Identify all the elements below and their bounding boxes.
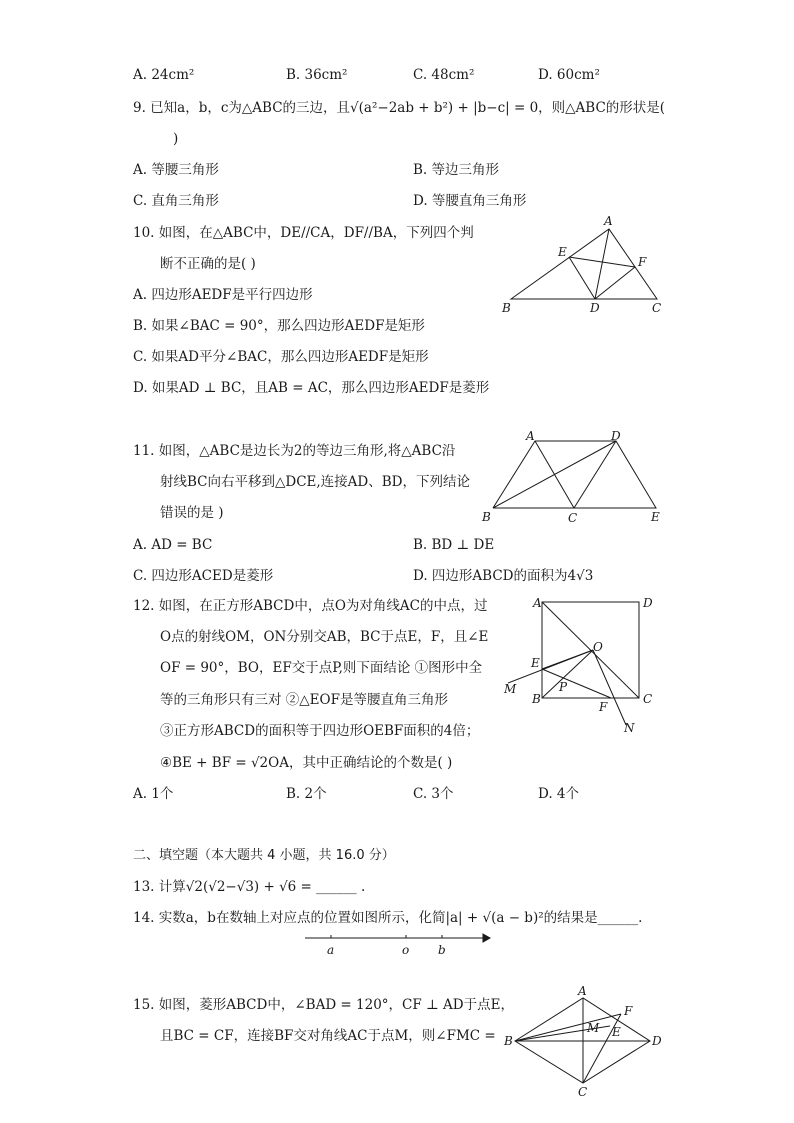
q9-stem-line2: ) xyxy=(173,131,179,147)
q8-option-a: A. 24cm² xyxy=(133,67,195,83)
q14-stem: 14. 实数a，b在数轴上对应点的位置如图所示，化简|a| + √(a − b)²的结果是______. xyxy=(133,910,643,926)
q15-label-a: A xyxy=(578,984,587,998)
q11-stem-line2: 射线BC向右平移到△DCE,连接AD、BD，下列结论 xyxy=(160,474,470,490)
q10-stem-line2: 断不正确的是( ) xyxy=(160,256,256,272)
q15-label-b: B xyxy=(504,1034,513,1048)
q9-option-a: A. 等腰三角形 xyxy=(133,162,219,178)
q8-option-d: D. 60cm² xyxy=(538,67,600,83)
q11-option-b: B. BD ⊥ DE xyxy=(413,537,495,553)
q11-option-a: A. AD = BC xyxy=(133,537,213,553)
q12-label-m: M xyxy=(504,682,517,696)
q12-segment-eo xyxy=(542,650,593,669)
q11-outline xyxy=(493,441,656,508)
q12-option-b: B. 2个 xyxy=(286,786,327,802)
q15-stem-line1: 15. 如图，菱形ABCD中，∠BAD = 120°，CF ⊥ AD于点E， xyxy=(133,997,514,1013)
q9-option-b: B. 等边三角形 xyxy=(413,162,500,178)
q12-diagonal-ac xyxy=(542,602,639,698)
q10-triangle-figure xyxy=(495,212,675,318)
q15-rhombus-figure xyxy=(498,984,668,1099)
q12-segment-ef xyxy=(542,669,611,698)
q12-option-a: A. 1个 xyxy=(133,786,174,802)
q15-label-c: C xyxy=(578,1085,588,1099)
q11-option-c: C. 四边形ACED是菱形 xyxy=(133,568,274,584)
q12-label-o: O xyxy=(593,640,603,654)
q15-label-d: D xyxy=(652,1034,662,1048)
q12-stem-line3: OF = 90°，BO，EF交于点P,则下面结论 ①图形中全 xyxy=(160,660,483,676)
q11-label-a: A xyxy=(526,429,535,443)
q12-stem-line6: ④BE + BF = √2OA，其中正确结论的个数是( ) xyxy=(160,755,453,771)
q10-stem-line1: 10. 如图，在△ABC中，DE//CA，DF//BA，下列四个判 xyxy=(133,225,474,241)
q12-stem-line5: ③正方形ABCD的面积等于四边形OEBF面积的4倍； xyxy=(160,723,480,739)
q12-stem-line1: 12. 如图，在正方形ABCD中，点O为对角线AC的中点，过 xyxy=(133,598,488,614)
q12-ray-on xyxy=(593,650,626,725)
q11-label-b: B xyxy=(482,510,491,524)
q11-label-d: D xyxy=(611,429,621,443)
q9-option-c: C. 直角三角形 xyxy=(133,193,219,209)
q14-label-b: b xyxy=(438,943,446,957)
q12-stem-line2: O点的射线OM，ON分别交AB，BC于点E，F，且∠E xyxy=(160,629,489,645)
q11-segment-bd xyxy=(493,441,616,508)
q12-label-d: D xyxy=(643,596,653,610)
q14-number-line xyxy=(300,928,495,958)
q14-axis-arrow xyxy=(483,934,490,942)
q12-segment-bo xyxy=(542,650,593,698)
q12-label-e: E xyxy=(531,656,540,670)
q14-label-o: o xyxy=(402,943,410,957)
q10-label-f: F xyxy=(638,255,647,269)
q10-segment-df xyxy=(595,267,635,299)
q15-label-e: E xyxy=(612,1025,621,1039)
q11-label-c: C xyxy=(568,511,578,525)
q11-stem-line1: 11. 如图，△ABC是边长为2的等边三角形,将△ABC沿 xyxy=(133,443,456,459)
q10-option-c: C. 如果AD平分∠BAC，那么四边形AEDF是矩形 xyxy=(133,349,429,365)
q8-option-c: C. 48cm² xyxy=(413,67,475,83)
q8-option-b: B. 36cm² xyxy=(286,67,348,83)
q12-label-f: F xyxy=(599,700,608,714)
q12-label-n: N xyxy=(624,721,635,735)
q15-label-m: M xyxy=(587,1021,600,1035)
q15-label-f: F xyxy=(624,1004,633,1018)
q10-option-a: A. 四边形AEDF是平行四边形 xyxy=(133,287,313,303)
q12-square-figure xyxy=(498,590,663,740)
q14-label-a: a xyxy=(327,943,335,957)
q10-label-e: E xyxy=(558,245,567,259)
q13-stem: 13. 计算√2(√2−√3) + √6 = ______ . xyxy=(133,879,366,895)
q12-label-p: P xyxy=(559,680,568,694)
q11-label-e: E xyxy=(651,510,660,524)
q10-segment-ed xyxy=(569,257,595,299)
q11-segment-dc xyxy=(574,441,616,508)
q12-label-a: A xyxy=(533,596,542,610)
q12-label-c: C xyxy=(643,692,653,706)
q12-option-c: C. 3个 xyxy=(413,786,454,802)
q15-stem-line2: 且BC = CF，连接BF交对角线AC于点M，则∠FMC = xyxy=(160,1028,496,1044)
q10-label-b: B xyxy=(502,301,511,315)
q15-segment-bf xyxy=(515,1014,621,1041)
q12-stem-line4: 等的三角形只有三对 ②△EOF是等腰直角三角形 xyxy=(160,692,448,708)
section2-title: 二、填空题（本大题共 4 小题，共 16.0 分） xyxy=(133,848,395,863)
q10-segment-ad xyxy=(595,229,609,299)
q10-triangle-abc xyxy=(511,229,657,299)
q12-label-b: B xyxy=(532,692,541,706)
q10-option-b: B. 如果∠BAC = 90°，那么四边形AEDF是矩形 xyxy=(133,318,425,334)
q11-option-d: D. 四边形ABCD的面积为4√3 xyxy=(413,568,594,584)
q12-option-d: D. 4个 xyxy=(538,786,580,802)
q9-option-d: D. 等腰直角三角形 xyxy=(413,193,527,209)
q11-stem-line3: 错误的是 ) xyxy=(160,505,224,521)
q10-option-d: D. 如果AD ⊥ BC，且AB = AC，那么四边形AEDF是菱形 xyxy=(133,380,490,396)
q11-translation-figure xyxy=(478,428,668,528)
q10-label-d: D xyxy=(590,301,600,315)
q10-label-a: A xyxy=(604,214,613,228)
q9-stem-line1: 9. 已知a，b，c为△ABC的三边，且√(a²−2ab + b²) + |b−c| = 0，则△ABC的形状是( xyxy=(133,100,666,116)
q10-label-c: C xyxy=(652,301,662,315)
